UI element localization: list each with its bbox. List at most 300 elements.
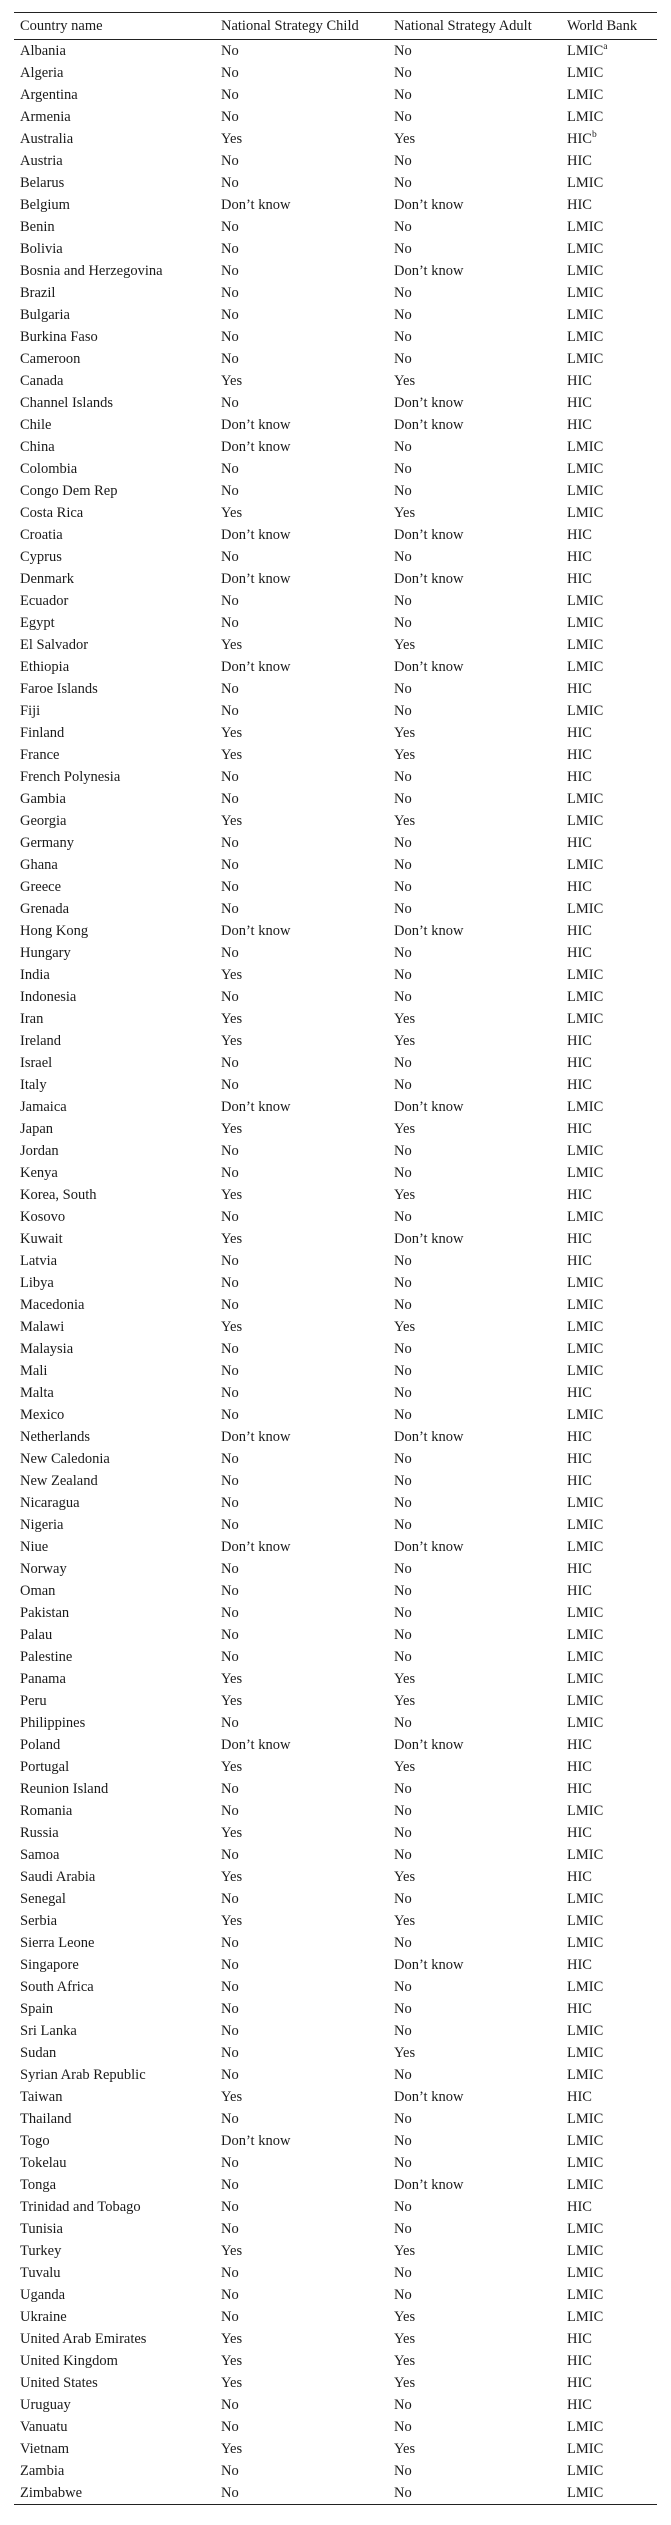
table-row [14, 700, 657, 722]
cell-strategy-adult: Yes [394, 747, 416, 763]
cell-world-bank [561, 370, 657, 392]
cell-strategy-child: No [221, 1957, 239, 1973]
cell-country-name: Portugal [20, 1759, 70, 1775]
world-bank-value: HIC [567, 549, 592, 565]
table-row [14, 678, 657, 700]
world-bank-value: LMIC [567, 1605, 604, 1621]
world-bank-value: LMIC [567, 2441, 604, 2457]
cell-strategy-adult: Yes [394, 1033, 416, 1049]
cell-strategy-child: Yes [221, 1121, 243, 1137]
cell-strategy-adult: Don’t know [394, 1737, 464, 1753]
table-row [14, 1690, 657, 1712]
cell-strategy-adult: No [394, 615, 412, 631]
table-row [14, 2350, 657, 2372]
cell-strategy-child: No [221, 109, 239, 125]
cell-country-name: Sri Lanka [20, 2023, 77, 2039]
cell-world-bank [561, 810, 657, 832]
cell-world-bank [561, 1206, 657, 1228]
cell-strategy-adult: Yes [394, 2243, 416, 2259]
cell-country-name: Jordan [20, 1143, 59, 1159]
table-row [14, 436, 657, 458]
cell-strategy-adult: Yes [394, 813, 416, 829]
cell-country-name: Uruguay [20, 2397, 71, 2413]
table-row [14, 1316, 657, 1338]
world-bank-value: LMIC [567, 2023, 604, 2039]
cell-country-name: Hong Kong [20, 923, 89, 939]
cell-world-bank [561, 150, 657, 172]
table-row [14, 1778, 657, 1800]
cell-strategy-child: Yes [221, 2353, 243, 2369]
cell-strategy-child: No [221, 263, 239, 279]
cell-strategy-child: No [221, 1077, 239, 1093]
cell-strategy-adult: No [394, 2287, 412, 2303]
cell-strategy-child: No [221, 351, 239, 367]
cell-strategy-child: No [221, 1385, 239, 1401]
world-bank-value: LMIC [567, 2067, 604, 2083]
world-bank-value: HIC [567, 2331, 592, 2347]
cell-strategy-child: No [221, 2023, 239, 2039]
cell-country-name: Kenya [20, 1165, 58, 1181]
world-bank-value: LMIC [567, 219, 604, 235]
cell-strategy-adult: Don’t know [394, 1231, 464, 1247]
world-bank-value: LMIC [567, 2243, 604, 2259]
cell-country-name: Reunion Island [20, 1781, 109, 1797]
table-row [14, 2482, 657, 2505]
cell-strategy-adult: No [394, 1451, 412, 1467]
cell-country-name: Ireland [20, 1033, 62, 1049]
cell-strategy-adult: No [394, 901, 412, 917]
cell-country-name: Tonga [20, 2177, 57, 2193]
table-row [14, 326, 657, 348]
cell-strategy-child: No [221, 1847, 239, 1863]
cell-world-bank [561, 2460, 657, 2482]
cell-country-name: Faroe Islands [20, 681, 98, 697]
cell-strategy-adult: No [394, 241, 412, 257]
cell-strategy-adult: No [394, 1583, 412, 1599]
cell-strategy-child: No [221, 615, 239, 631]
cell-strategy-adult: No [394, 989, 412, 1005]
cell-strategy-adult: No [394, 175, 412, 191]
cell-strategy-adult: No [394, 285, 412, 301]
cell-world-bank [561, 2284, 657, 2306]
cell-country-name: Pakistan [20, 1605, 70, 1621]
table-row [14, 282, 657, 304]
cell-strategy-adult: No [394, 2199, 412, 2215]
cell-strategy-adult: No [394, 1891, 412, 1907]
world-bank-value: LMIC [567, 1847, 604, 1863]
table-row [14, 1668, 657, 1690]
world-bank-value: LMIC [567, 1517, 604, 1533]
cell-country-name: Ukraine [20, 2309, 67, 2325]
cell-country-name: Kosovo [20, 1209, 66, 1225]
cell-world-bank [561, 1646, 657, 1668]
cell-strategy-child: No [221, 901, 239, 917]
table-header [14, 13, 657, 40]
cell-strategy-adult: No [394, 945, 412, 961]
world-bank-value: LMIC [567, 2111, 604, 2127]
cell-strategy-adult: Don’t know [394, 263, 464, 279]
cell-country-name: Burkina Faso [20, 329, 98, 345]
cell-strategy-adult: No [394, 1407, 412, 1423]
header-country-name: Country name [14, 13, 215, 40]
cell-strategy-child: No [221, 285, 239, 301]
world-bank-value: LMIC [567, 1099, 604, 1115]
cell-strategy-child: No [221, 791, 239, 807]
table-row [14, 62, 657, 84]
cell-strategy-child: No [221, 175, 239, 191]
cell-world-bank [561, 1272, 657, 1294]
world-bank-value: HIC [567, 131, 592, 147]
table-row [14, 1976, 657, 1998]
table-row [14, 1206, 657, 1228]
world-bank-value: LMIC [567, 1209, 604, 1225]
world-bank-value: HIC [567, 1121, 592, 1137]
cell-strategy-adult: No [394, 681, 412, 697]
cell-strategy-child: No [221, 153, 239, 169]
cell-strategy-child: Yes [221, 725, 243, 741]
world-bank-value: LMIC [567, 593, 604, 609]
table-row [14, 898, 657, 920]
cell-world-bank [561, 2240, 657, 2262]
cell-strategy-adult: No [394, 2397, 412, 2413]
cell-strategy-adult: No [394, 1935, 412, 1951]
world-bank-value: HIC [567, 1055, 592, 1071]
table-row [14, 524, 657, 546]
cell-strategy-adult: No [394, 769, 412, 785]
cell-strategy-adult: No [394, 2265, 412, 2281]
world-bank-value: HIC [567, 835, 592, 851]
cell-country-name: Malaysia [20, 1341, 74, 1357]
cell-strategy-child: No [221, 2111, 239, 2127]
cell-world-bank [561, 326, 657, 348]
cell-strategy-child: No [221, 87, 239, 103]
cell-strategy-adult: No [394, 1627, 412, 1643]
table-row [14, 304, 657, 326]
cell-country-name: Korea, South [20, 1187, 97, 1203]
cell-strategy-child: No [215, 2482, 388, 2505]
world-bank-value: HIC [567, 153, 592, 169]
cell-strategy-child: Yes [221, 747, 243, 763]
world-bank-value: HIC [567, 2199, 592, 2215]
world-bank-value: HIC [567, 1825, 592, 1841]
cell-strategy-adult: Don’t know [394, 417, 464, 433]
cell-country-name: Niue [20, 1539, 49, 1555]
cell-strategy-adult: No [394, 1297, 412, 1313]
cell-country-name: Kuwait [20, 1231, 63, 1247]
cell-world-bank [561, 1360, 657, 1382]
table-row [14, 2130, 657, 2152]
cell-strategy-child: No [221, 2045, 239, 2061]
world-bank-value: LMIC [567, 2287, 604, 2303]
table-row [14, 1888, 657, 1910]
world-bank-value: LMIC [567, 109, 604, 125]
cell-world-bank [561, 1976, 657, 1998]
world-bank-value: HIC [567, 2089, 592, 2105]
cell-strategy-adult: No [394, 1715, 412, 1731]
table-row [14, 920, 657, 942]
cell-strategy-adult: No [394, 1165, 412, 1181]
table-row [14, 744, 657, 766]
cell-world-bank [561, 1734, 657, 1756]
table-row [14, 1184, 657, 1206]
table-row [14, 1426, 657, 1448]
table-row [14, 2460, 657, 2482]
cell-strategy-adult: No [394, 1781, 412, 1797]
cell-country-name: Senegal [20, 1891, 66, 1907]
footnote-marker: b [591, 130, 597, 141]
cell-strategy-adult: Don’t know [394, 1539, 464, 1555]
world-bank-value: HIC [567, 417, 592, 433]
cell-world-bank [561, 1624, 657, 1646]
cell-strategy-child: Don’t know [221, 659, 291, 675]
cell-world-bank [561, 524, 657, 546]
table-row [14, 1250, 657, 1272]
table-row [14, 2042, 657, 2064]
cell-world-bank [561, 964, 657, 986]
table-row [14, 106, 657, 128]
cell-strategy-adult: No [394, 2001, 412, 2017]
cell-strategy-child: No [221, 989, 239, 1005]
table-row [14, 458, 657, 480]
cell-country-name: Saudi Arabia [20, 1869, 96, 1885]
table-row [14, 1998, 657, 2020]
cell-country-name: South Africa [20, 1979, 94, 1995]
cell-strategy-adult: No [394, 1561, 412, 1577]
cell-strategy-adult: Yes [394, 2353, 416, 2369]
table-row [14, 788, 657, 810]
cell-country-name: Egypt [20, 615, 55, 631]
cell-strategy-child: Yes [221, 1231, 243, 1247]
world-bank-value: LMIC [567, 1539, 604, 1555]
cell-strategy-adult: No [394, 1275, 412, 1291]
cell-world-bank [561, 1514, 657, 1536]
cell-world-bank [561, 1404, 657, 1426]
cell-world-bank [561, 1096, 657, 1118]
cell-strategy-child: Don’t know [221, 923, 291, 939]
cell-country-name: Nicaragua [20, 1495, 80, 1511]
world-bank-value: HIC [567, 1781, 592, 1797]
world-bank-value: LMIC [567, 1935, 604, 1951]
world-bank-value: LMIC [567, 2419, 604, 2435]
world-bank-value: LMIC [567, 505, 604, 521]
cell-country-name: Mexico [20, 1407, 65, 1423]
cell-country-name: Bulgaria [20, 307, 70, 323]
table-row [14, 876, 657, 898]
table-row [14, 634, 657, 656]
table-row [14, 1228, 657, 1250]
world-bank-value: LMIC [567, 2485, 604, 2501]
cell-country-name: Nigeria [20, 1517, 64, 1533]
cell-country-name: Serbia [20, 1913, 58, 1929]
table-row [14, 392, 657, 414]
world-bank-value: HIC [567, 1033, 592, 1049]
world-bank-value: LMIC [567, 2045, 604, 2061]
world-bank-value: HIC [567, 769, 592, 785]
cell-strategy-adult: No [394, 307, 412, 323]
cell-world-bank [561, 546, 657, 568]
world-bank-value: LMIC [567, 989, 604, 1005]
cell-strategy-adult: Yes [394, 725, 416, 741]
world-bank-value: HIC [567, 1231, 592, 1247]
cell-strategy-child: No [221, 2397, 239, 2413]
cell-world-bank [561, 282, 657, 304]
table-row [14, 2196, 657, 2218]
cell-strategy-adult: No [394, 1473, 412, 1489]
cell-world-bank [561, 920, 657, 942]
cell-strategy-adult: No [394, 1979, 412, 1995]
cell-world-bank [561, 1690, 657, 1712]
cell-country-name: Mali [20, 1363, 48, 1379]
cell-world-bank [561, 2328, 657, 2350]
world-bank-value: HIC [567, 945, 592, 961]
cell-strategy-child: No [221, 945, 239, 961]
table-row [14, 1822, 657, 1844]
cell-country-name: Singapore [20, 1957, 79, 1973]
world-bank-value: LMIC [567, 2463, 604, 2479]
cell-country-name: Australia [20, 131, 74, 147]
cell-strategy-child: Yes [221, 1319, 243, 1335]
header-national-strategy-child: National Strategy Child [215, 13, 388, 40]
cell-strategy-child: No [221, 1891, 239, 1907]
cell-country-name: Sudan [20, 2045, 57, 2061]
cell-country-name: Spain [20, 2001, 54, 2017]
world-bank-value: LMIC [567, 659, 604, 675]
cell-strategy-adult: No [394, 549, 412, 565]
cell-strategy-child: No [221, 1517, 239, 1533]
cell-country-name: Cameroon [20, 351, 81, 367]
cell-strategy-adult: No [394, 1055, 412, 1071]
table-row [14, 2064, 657, 2086]
footnote-marker: a [603, 42, 608, 53]
cell-strategy-child: No [221, 703, 239, 719]
cell-world-bank [561, 216, 657, 238]
world-bank-value: HIC [567, 527, 592, 543]
cell-world-bank [561, 942, 657, 964]
cell-strategy-adult: No [394, 835, 412, 851]
cell-strategy-child: Yes [221, 2331, 243, 2347]
cell-world-bank [561, 2482, 657, 2505]
world-bank-value: HIC [567, 571, 592, 587]
world-bank-value: LMIC [567, 1363, 604, 1379]
table-row [14, 2394, 657, 2416]
table-row [14, 2262, 657, 2284]
cell-strategy-adult: Yes [394, 131, 416, 147]
world-bank-value: LMIC [567, 1495, 604, 1511]
cell-country-name: Hungary [20, 945, 71, 961]
cell-world-bank [561, 986, 657, 1008]
world-bank-value: LMIC [567, 703, 604, 719]
table-row [14, 1646, 657, 1668]
table-row [14, 1844, 657, 1866]
cell-world-bank [561, 458, 657, 480]
cell-world-bank [561, 1910, 657, 1932]
cell-country-name: Canada [20, 373, 64, 389]
cell-country-name: Peru [20, 1693, 47, 1709]
table-row [14, 986, 657, 1008]
cell-strategy-adult: No [394, 2463, 412, 2479]
table-row [14, 2372, 657, 2394]
cell-world-bank [561, 854, 657, 876]
cell-world-bank [561, 2218, 657, 2240]
world-bank-value: LMIC [567, 1627, 604, 1643]
cell-world-bank [561, 502, 657, 524]
cell-strategy-child: Don’t know [221, 439, 291, 455]
world-bank-value: LMIC [567, 813, 604, 829]
cell-strategy-adult: No [394, 2155, 412, 2171]
cell-country-name: Zimbabwe [14, 2482, 215, 2505]
cell-world-bank [561, 1118, 657, 1140]
cell-country-name: India [20, 967, 50, 983]
cell-country-name: Croatia [20, 527, 63, 543]
world-bank-value: LMIC [567, 2221, 604, 2237]
cell-world-bank [561, 744, 657, 766]
cell-strategy-adult: Yes [394, 2441, 416, 2457]
table-row [14, 810, 657, 832]
world-bank-value: HIC [567, 197, 592, 213]
cell-world-bank [561, 414, 657, 436]
cell-country-name: Vietnam [20, 2441, 70, 2457]
cell-strategy-child: No [221, 1297, 239, 1313]
cell-world-bank [561, 1866, 657, 1888]
header-row [14, 13, 657, 40]
cell-strategy-adult: Yes [394, 1671, 416, 1687]
cell-country-name: United States [20, 2375, 98, 2391]
cell-country-name: Bolivia [20, 241, 63, 257]
cell-strategy-adult: No [394, 1517, 412, 1533]
cell-strategy-child: No [221, 2155, 239, 2171]
world-bank-value: LMIC [567, 1275, 604, 1291]
cell-strategy-child: No [221, 2221, 239, 2237]
table-row [14, 854, 657, 876]
cell-world-bank [561, 2064, 657, 2086]
cell-strategy-child: No [221, 329, 239, 345]
cell-country-name: Jamaica [20, 1099, 67, 1115]
table-row [14, 414, 657, 436]
table-row [14, 1118, 657, 1140]
cell-world-bank [561, 898, 657, 920]
cell-world-bank [561, 1250, 657, 1272]
cell-strategy-child: Yes [221, 2089, 243, 2105]
table-row [14, 40, 657, 63]
cell-strategy-child: No [221, 1055, 239, 1071]
cell-country-name: Syrian Arab Republic [20, 2067, 146, 2083]
cell-strategy-child: No [221, 1605, 239, 1621]
cell-world-bank [561, 128, 657, 150]
table-row [14, 1536, 657, 1558]
cell-country-name: Algeria [20, 65, 64, 81]
cell-world-bank [561, 304, 657, 326]
cell-country-name: Finland [20, 725, 65, 741]
table-row [14, 1910, 657, 1932]
table-row [14, 370, 657, 392]
cell-strategy-child: No [221, 483, 239, 499]
cell-world-bank [561, 1448, 657, 1470]
table-row [14, 832, 657, 854]
cell-country-name: Panama [20, 1671, 66, 1687]
cell-strategy-child: Yes [221, 967, 243, 983]
cell-world-bank [561, 2394, 657, 2416]
world-bank-value: LMIC [567, 263, 604, 279]
cell-country-name: Poland [20, 1737, 61, 1753]
cell-strategy-child: No [221, 1495, 239, 1511]
cell-world-bank [561, 480, 657, 502]
cell-strategy-adult: Don’t know [394, 197, 464, 213]
table-row [14, 1866, 657, 1888]
cell-world-bank [561, 590, 657, 612]
cell-world-bank [561, 766, 657, 788]
world-bank-value: LMIC [567, 65, 604, 81]
cell-strategy-adult: No [394, 1495, 412, 1511]
